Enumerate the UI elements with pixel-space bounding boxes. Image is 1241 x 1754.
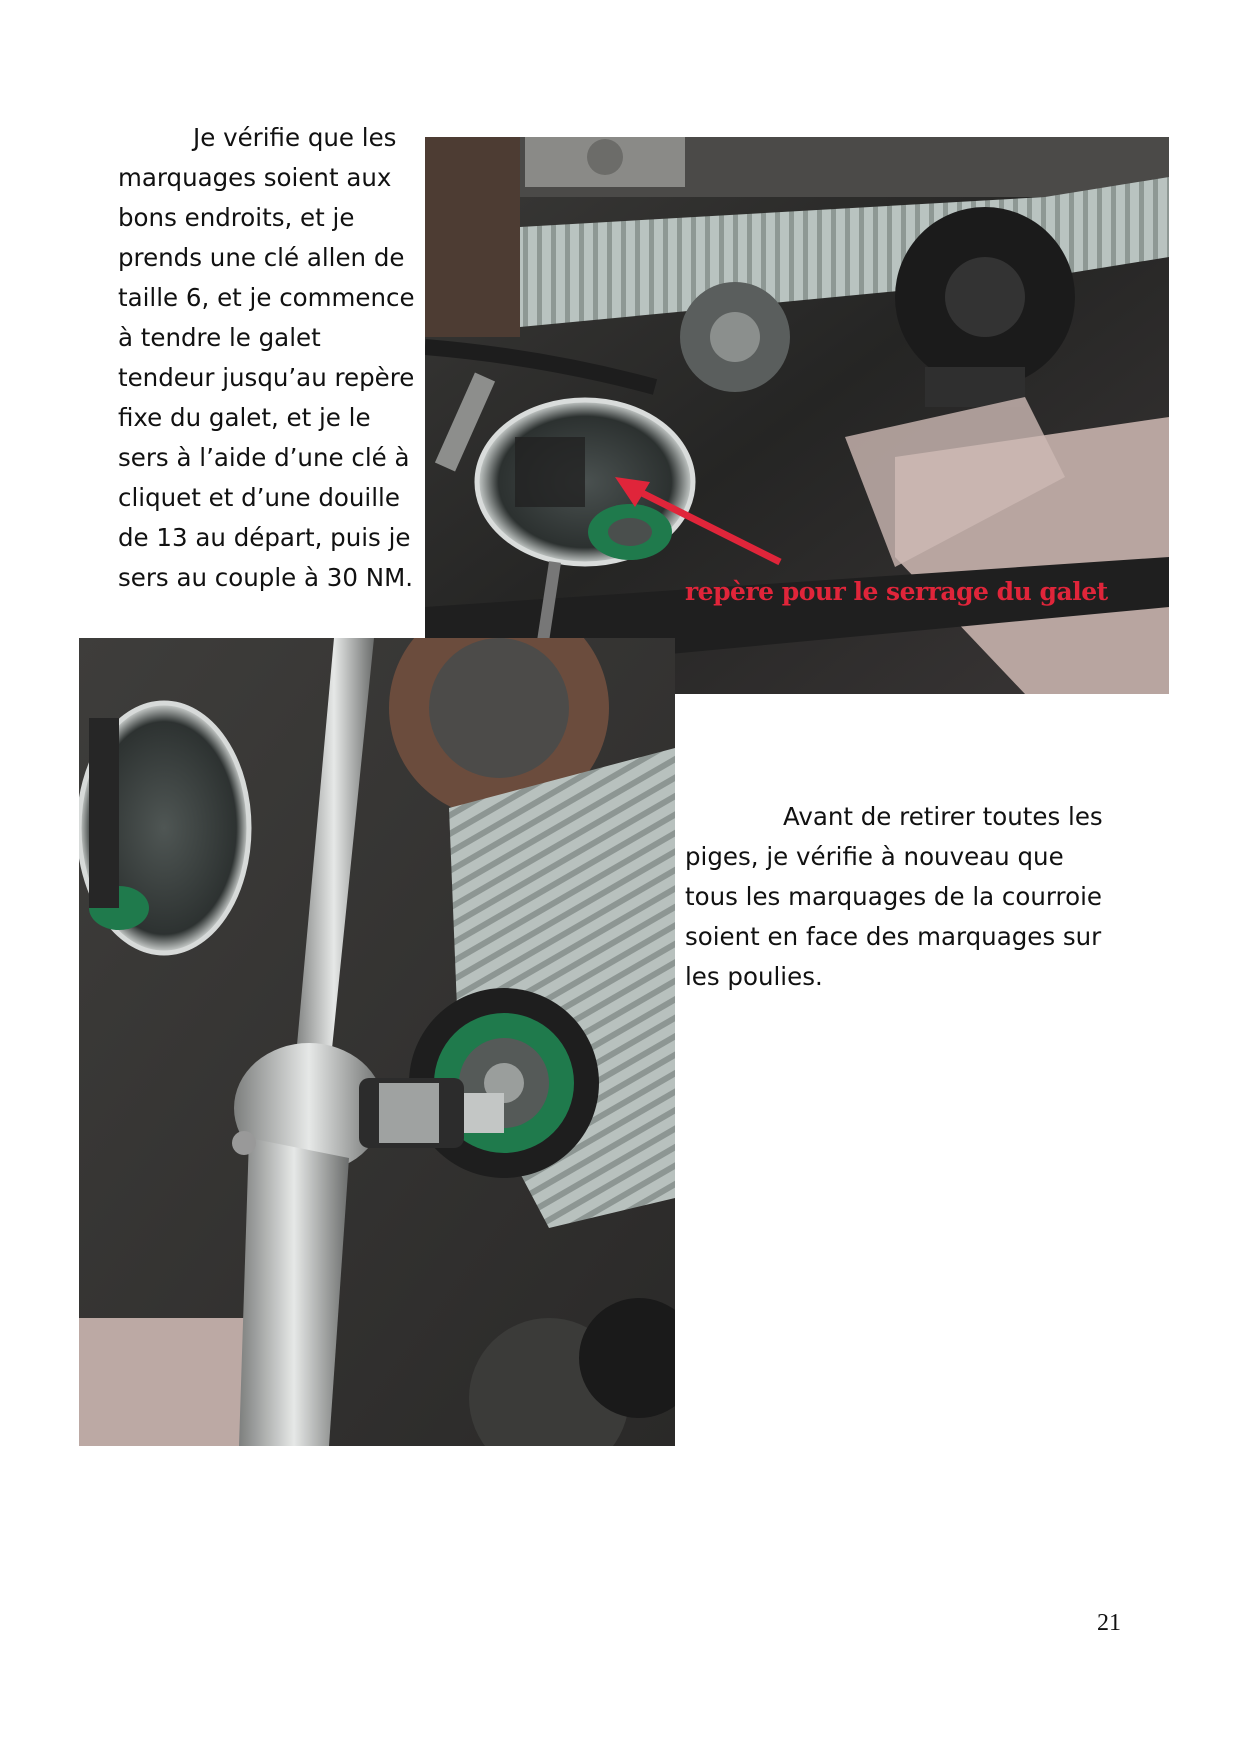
paragraph-tensioner-procedure: Je vérifie que les marquages soient aux bons endroits, et je prends une clé allen de taille 6, et je commence à tendre le galet tendeur jusqu’au repère fixe du galet, et je le sers à l’aide d’une clé à cliquet et d’une douille de 13 au départ, puis je sers au couple à 30 NM. [118,123,415,592]
paragraph-check-markings: Avant de retirer toutes les piges, je vérifie à nouveau que tous les marquages de la courroie soient en face des marquages sur les poulies. [685,802,1103,991]
photo-caption: repère pour le serrage du galet [685,577,1108,606]
photo-ratchet-socket-image [79,638,675,1446]
page-number: 21 [1097,1610,1121,1636]
photo-tensioner-mirror-image [425,137,1169,694]
photo-tensioner-mirror [425,137,1169,694]
photo-ratchet-socket [79,638,675,1446]
